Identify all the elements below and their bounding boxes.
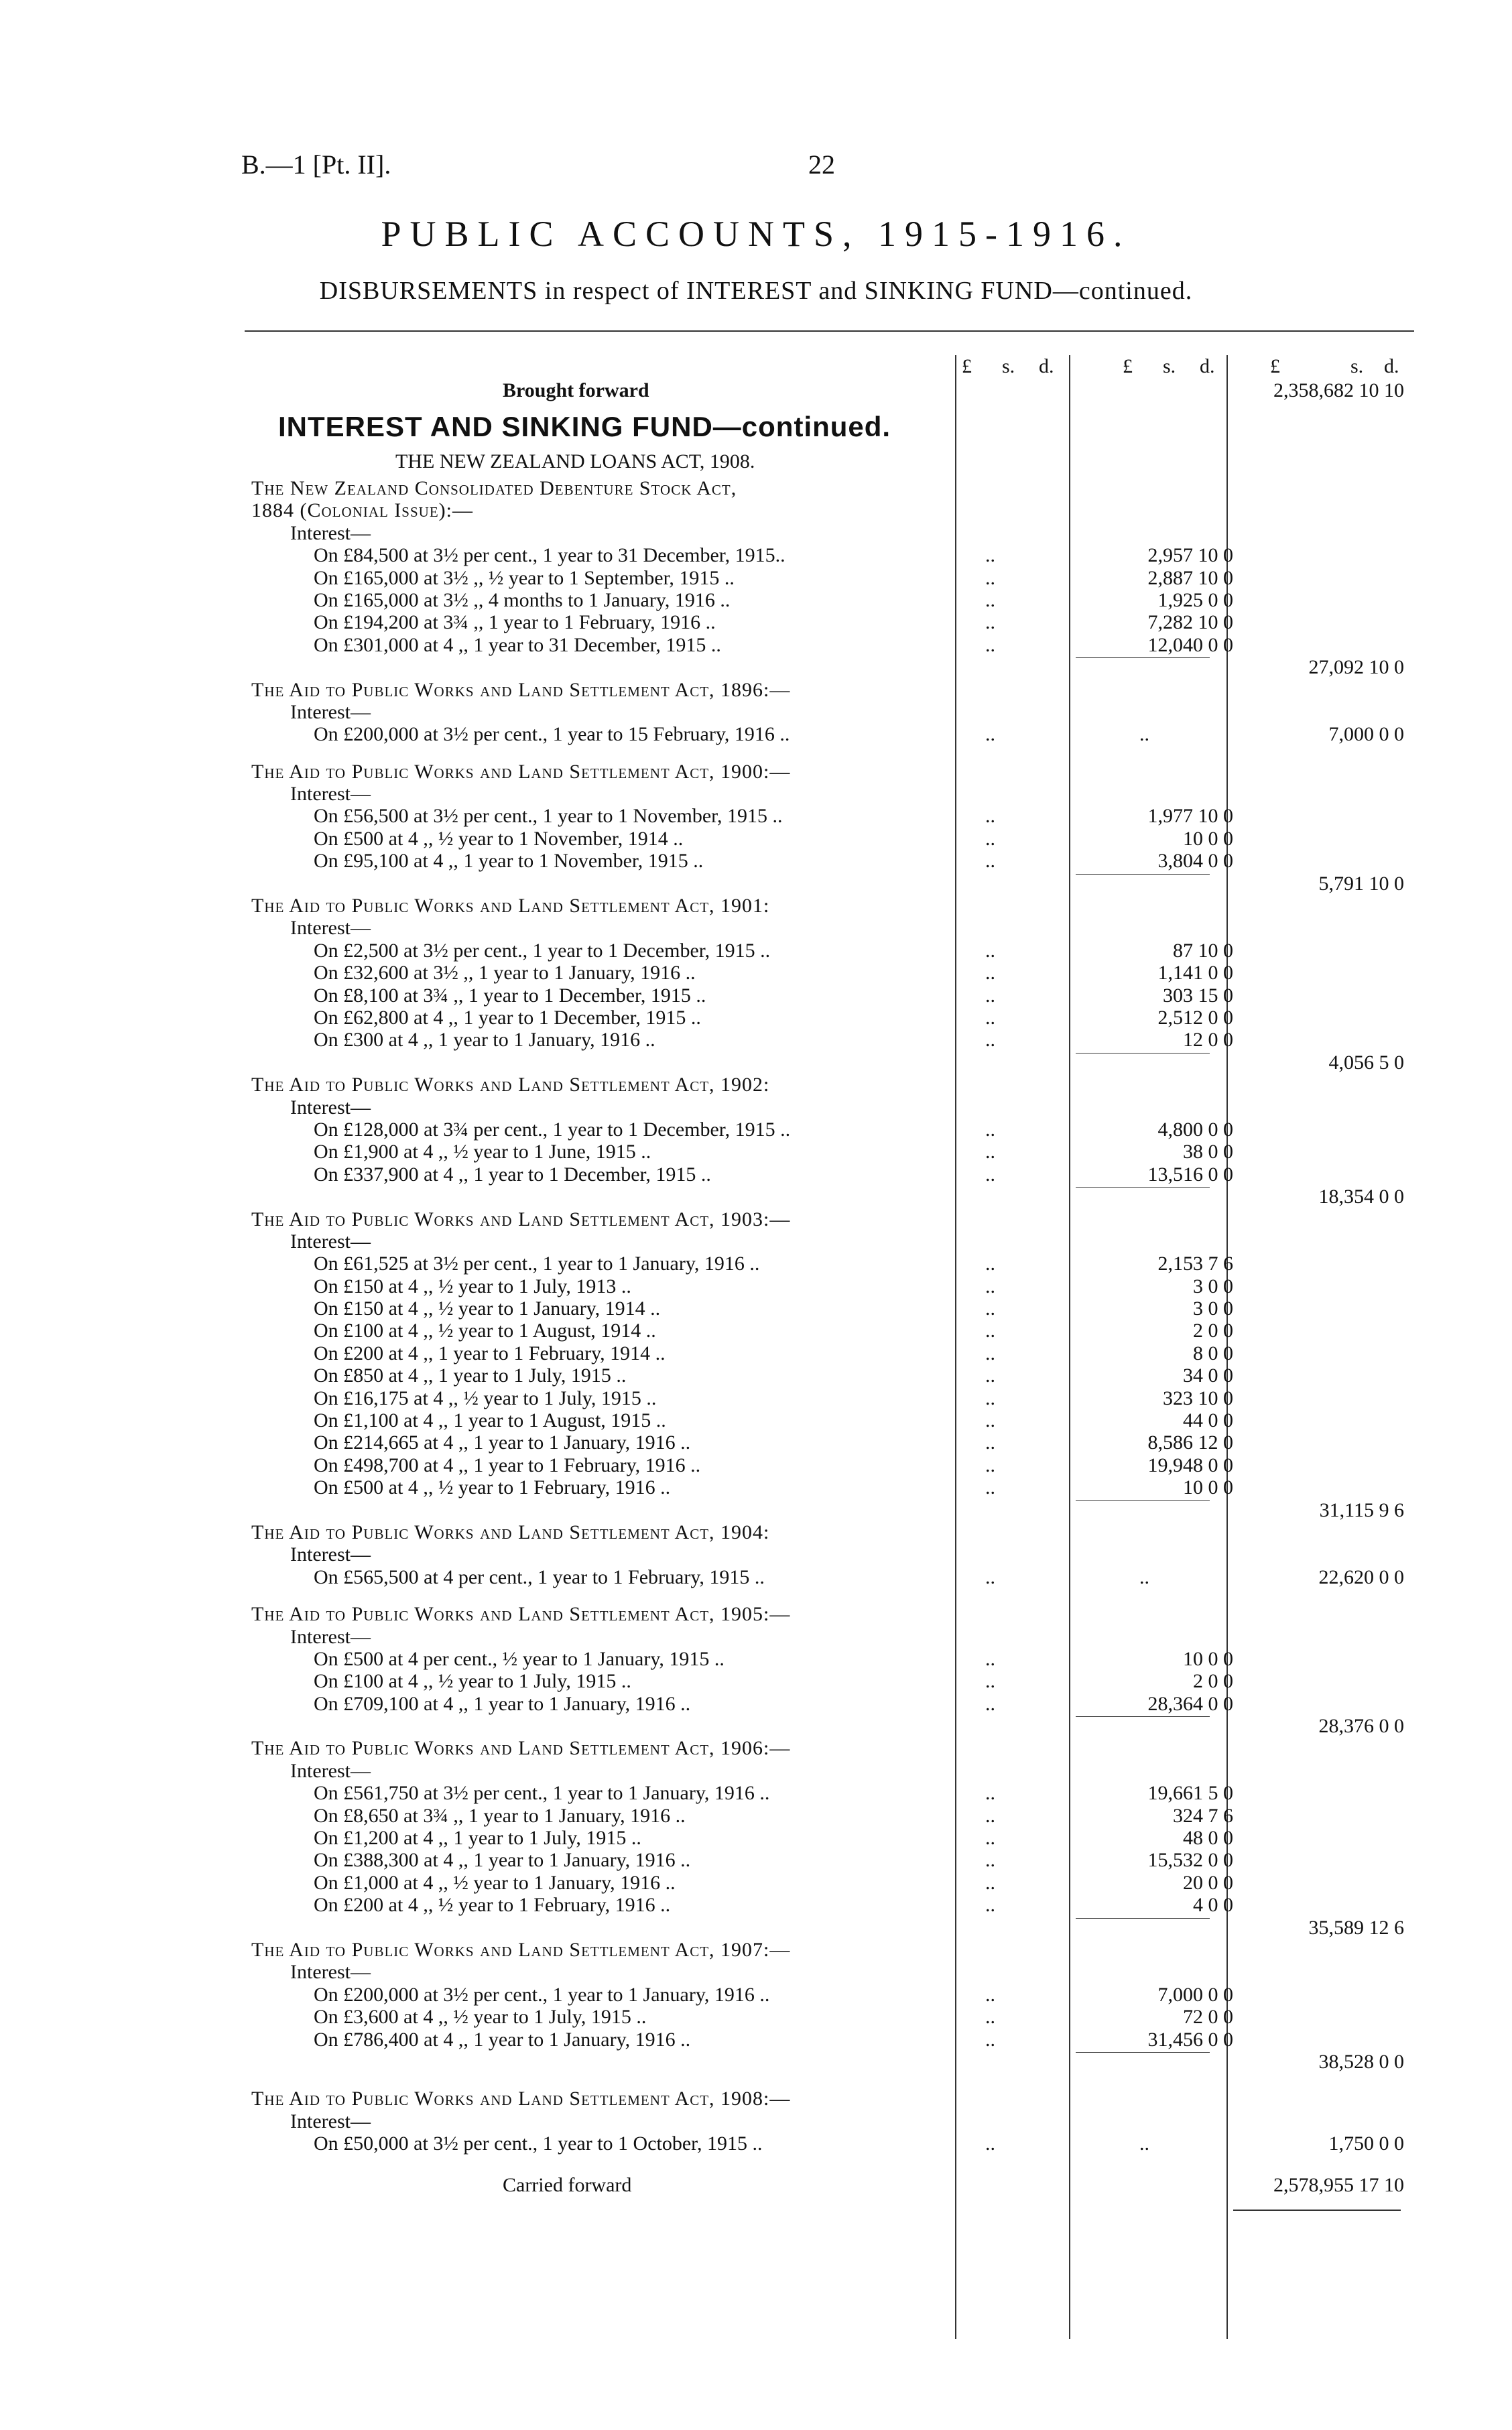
leader-dots: .. — [985, 1364, 995, 1387]
ledger-row — [245, 1409, 1411, 1431]
amount-cell: 2 0 0 — [1193, 1320, 1233, 1342]
ledger-row — [245, 1387, 1411, 1409]
ledger-row — [245, 1543, 1411, 1565]
subtotal-rule — [1076, 1500, 1210, 1501]
line-item-description: On £500 at 4 ,, ½ year to 1 February, 1916 .. — [314, 1476, 671, 1499]
line-item-description: On £850 at 4 ,, 1 year to 1 July, 1915 .. — [314, 1364, 627, 1387]
act-heading-row — [245, 1737, 1411, 1759]
leader-dots: .. — [985, 2132, 995, 2155]
ledger-row — [245, 1342, 1411, 1364]
interest-label: Interest— — [290, 1961, 371, 1984]
act-heading-row — [245, 1208, 1411, 1230]
amount-cell: 10 0 0 — [1183, 1647, 1233, 1670]
subtotal-row — [245, 1499, 1411, 1521]
amount-cell: 1,141 0 0 — [1157, 962, 1233, 984]
ledger-row — [245, 1805, 1411, 1827]
ledger-row — [245, 917, 1411, 939]
c1-pounds-header: £ — [962, 355, 972, 377]
leader-dots: .. — [985, 1163, 995, 1186]
leader-dots: .. — [985, 1871, 995, 1894]
subtotal-row — [245, 1186, 1411, 1208]
leader-dots: .. — [985, 1409, 995, 1432]
subtotal-rule — [1076, 1918, 1210, 1919]
subtotal-row — [245, 2051, 1411, 2073]
ledger-row — [245, 1648, 1411, 1670]
amount-cell: 3,804 0 0 — [1157, 850, 1233, 873]
amount-cell: 10 0 0 — [1183, 1476, 1233, 1499]
ledger-row — [245, 701, 1411, 723]
ledger-row — [245, 1760, 1411, 1782]
act-heading-row — [245, 761, 1411, 783]
ledger-row — [245, 805, 1411, 827]
ledger-row — [245, 723, 1411, 745]
interest-label: Interest— — [290, 1625, 371, 1648]
subtotal-amount: 27,092 10 0 — [1308, 656, 1404, 679]
leader-dots: .. — [985, 850, 995, 873]
amount-cell: 1,925 0 0 — [1157, 588, 1233, 611]
subtotal-row — [245, 1917, 1411, 1939]
interest-label: Interest— — [290, 1759, 371, 1782]
amount-cell: 48 0 0 — [1183, 1827, 1233, 1850]
brought-forward-row — [245, 379, 1411, 410]
act-heading-row — [245, 2088, 1411, 2110]
interest-label: Interest— — [290, 2110, 371, 2132]
leader-dots: .. — [985, 1476, 995, 1499]
amount-cell: 1,750 0 0 — [1328, 2132, 1404, 2155]
line-item-description: On £150 at 4 ,, ½ year to 1 July, 1913 .. — [314, 1275, 631, 1297]
line-item-description: On £1,000 at 4 ,, ½ year to 1 January, 1916 .. — [314, 1871, 676, 1894]
line-item-description: On £200,000 at 3½ per cent., 1 year to 1 January, 1916 .. — [314, 1983, 770, 2006]
line-item-description: On £8,100 at 3¾ ,, 1 year to 1 December, 1915 .. — [314, 984, 706, 1007]
amount-cell: 20 0 0 — [1183, 1871, 1233, 1894]
leader-dots: .. — [985, 566, 995, 589]
leader-dots: .. — [985, 1253, 995, 1275]
c2-pence-header: d. — [1200, 355, 1215, 377]
line-item-description: On £200,000 at 3½ per cent., 1 year to 15 February, 1916 .. — [314, 723, 790, 746]
ledger-row — [245, 1566, 1411, 1588]
line-item-description: On £100 at 4 ,, ½ year to 1 August, 1914 .. — [314, 1320, 656, 1342]
act-heading-row — [245, 679, 1411, 701]
line-item-description: On £16,175 at 4 ,, ½ year to 1 July, 1915 .. — [314, 1387, 657, 1409]
top-rule — [245, 330, 1414, 332]
leader-dots: .. — [985, 1275, 995, 1297]
line-item-description: On £84,500 at 3½ per cent., 1 year to 31 December, 1915.. — [314, 544, 785, 567]
line-item-description: On £500 at 4 per cent., ½ year to 1 January, 1915 .. — [314, 1647, 724, 1670]
line-item-description: On £56,500 at 3½ per cent., 1 year to 1 November, 1915 .. — [314, 805, 783, 828]
act-title: The Aid to Public Works and Land Settlement Act, 1902: — [251, 1074, 770, 1096]
line-item-description: On £95,100 at 4 ,, 1 year to 1 November, 1915 .. — [314, 850, 704, 873]
interest-label: Interest— — [290, 783, 371, 806]
amount-cell: 2,153 7 6 — [1157, 1253, 1233, 1275]
ledger-row — [245, 634, 1411, 656]
c3-pence-header: d. — [1384, 355, 1399, 377]
subtotal-row — [245, 873, 1411, 895]
leader-dots: .. — [985, 1983, 995, 2006]
leader-dots: .. — [985, 1894, 995, 1917]
amount-cell: 2 0 0 — [1193, 1670, 1233, 1693]
ledger — [245, 355, 1411, 2205]
leader-dots: .. — [985, 723, 995, 746]
act-heading-row — [245, 1074, 1411, 1096]
subtotal-amount: 28,376 0 0 — [1318, 1715, 1404, 1738]
act-title: The New Zealand Consolidated Debenture Stock Act, — [251, 477, 737, 499]
line-item-description: On £214,665 at 4 ,, 1 year to 1 January, 1916 .. — [314, 1431, 691, 1454]
line-item-description: On £32,600 at 3½ ,, 1 year to 1 January, 1916 .. — [314, 962, 696, 984]
leader-dots: .. — [1139, 723, 1149, 746]
c2-shillings-header: s. — [1163, 355, 1176, 377]
line-item-description: On £2,500 at 3½ per cent., 1 year to 1 December, 1915 .. — [314, 939, 771, 962]
ledger-row — [245, 1849, 1411, 1871]
ledger-row — [245, 2029, 1411, 2051]
interest-label: Interest— — [290, 917, 371, 940]
line-item-description: On £709,100 at 4 ,, 1 year to 1 January, 1916 .. — [314, 1692, 691, 1715]
carried-forward-total: 2,578,955 17 10 — [1273, 2173, 1404, 2196]
leader-dots: .. — [985, 588, 995, 611]
ledger-row — [245, 962, 1411, 984]
amount-cell: 8 0 0 — [1193, 1342, 1233, 1364]
interest-label: Interest— — [290, 1096, 371, 1118]
ledger-row — [245, 589, 1411, 611]
ledger-row — [245, 1476, 1411, 1498]
interest-label: Interest— — [290, 521, 371, 544]
ledger-row — [245, 828, 1411, 850]
ledger-rows — [245, 477, 1411, 2170]
amount-cell: 28,364 0 0 — [1147, 1692, 1233, 1715]
leader-dots: .. — [985, 1387, 995, 1409]
leader-dots: .. — [985, 1118, 995, 1141]
amount-cell: 7,000 0 0 — [1157, 1983, 1233, 2006]
ledger-row — [245, 2006, 1411, 2028]
interest-label: Interest— — [290, 1543, 371, 1566]
line-item-description: On £61,525 at 3½ per cent., 1 year to 1 January, 1916 .. — [314, 1253, 760, 1275]
act-title: The Aid to Public Works and Land Settlement Act, 1904: — [251, 1521, 770, 1543]
amount-cell: 323 10 0 — [1163, 1387, 1233, 1409]
amount-cell: 38 0 0 — [1183, 1141, 1233, 1163]
line-item-description: On £337,900 at 4 ,, 1 year to 1 December, 1915 .. — [314, 1163, 711, 1186]
line-item-description: On £100 at 4 ,, ½ year to 1 July, 1915 .. — [314, 1670, 631, 1693]
leader-dots: .. — [985, 1565, 995, 1588]
amount-cell: 8,586 12 0 — [1147, 1431, 1233, 1454]
interest-label: Interest— — [290, 700, 371, 723]
act-heading-row — [245, 1603, 1411, 1625]
act-title: The Aid to Public Works and Land Settlement Act, 1901: — [251, 895, 770, 917]
line-item-description: On £128,000 at 3¾ per cent., 1 year to 1 December, 1915 .. — [314, 1118, 791, 1141]
act-title: The Aid to Public Works and Land Settlement Act, 1908:— — [251, 2088, 791, 2110]
page-number: 22 — [808, 149, 835, 180]
amount-cell: 303 15 0 — [1163, 984, 1233, 1007]
ledger-row — [245, 1275, 1411, 1297]
subtotal-rule — [1076, 657, 1210, 658]
amount-cell: 3 0 0 — [1193, 1297, 1233, 1320]
subtotal-amount: 4,056 5 0 — [1328, 1051, 1404, 1074]
ledger-row — [245, 1364, 1411, 1387]
ledger-row — [245, 567, 1411, 589]
leader-dots: .. — [985, 1029, 995, 1051]
line-item-description: On £8,650 at 3¾ ,, 1 year to 1 January, 1916 .. — [314, 1804, 686, 1827]
ledger-row — [245, 1141, 1411, 1163]
leader-dots: .. — [985, 1342, 995, 1364]
ledger-row — [245, 1670, 1411, 1692]
carried-forward-label: Carried forward — [503, 2173, 632, 2196]
c2-pounds-header: £ — [1123, 355, 1133, 377]
line-item-description: On £165,000 at 3½ ,, ½ year to 1 September, 1915 .. — [314, 566, 735, 589]
leader-dots: .. — [985, 805, 995, 828]
act-title: The Aid to Public Works and Land Settlement Act, 1896:— — [251, 678, 791, 701]
amount-cell: 1,977 10 0 — [1147, 805, 1233, 828]
leader-dots: .. — [985, 939, 995, 962]
ledger-row — [245, 1827, 1411, 1849]
amount-cell: 19,948 0 0 — [1147, 1454, 1233, 1476]
ledger-row — [245, 1961, 1411, 1983]
amount-cell: 12 0 0 — [1183, 1029, 1233, 1051]
c3-shillings-header: s. — [1350, 355, 1364, 377]
page-title: PUBLIC ACCOUNTS, 1915-1916. — [381, 214, 1131, 254]
amount-cell: 7,000 0 0 — [1328, 723, 1404, 746]
ledger-row — [245, 1163, 1411, 1186]
ledger-row — [245, 1454, 1411, 1476]
act-heading-row — [245, 477, 1411, 499]
leader-dots: .. — [985, 1647, 995, 1670]
leader-dots: .. — [985, 1670, 995, 1693]
line-item-description: On £200 at 4 ,, ½ year to 1 February, 1916 .. — [314, 1894, 671, 1917]
ledger-row — [245, 522, 1411, 544]
subtotal-amount: 18,354 0 0 — [1318, 1186, 1404, 1208]
ledger-row — [245, 1253, 1411, 1275]
leader-dots: .. — [985, 1804, 995, 1827]
loans-act-heading: THE NEW ZEALAND LOANS ACT, 1908. — [395, 450, 755, 472]
ledger-row — [245, 850, 1411, 872]
loans-act-heading-row — [245, 450, 1411, 477]
amount-cell: 34 0 0 — [1183, 1364, 1233, 1387]
leader-dots: .. — [985, 962, 995, 984]
amount-cell: 2,512 0 0 — [1157, 1006, 1233, 1029]
leader-dots: .. — [985, 1782, 995, 1805]
leader-dots: .. — [985, 984, 995, 1007]
ledger-row — [245, 1007, 1411, 1029]
act-title: The Aid to Public Works and Land Settlement Act, 1906:— — [251, 1737, 791, 1760]
brought-forward-total: 2,358,682 10 10 — [1273, 379, 1404, 401]
line-item-description: On £150 at 4 ,, ½ year to 1 January, 1914 .. — [314, 1297, 661, 1320]
subtotal-amount: 31,115 9 6 — [1319, 1498, 1404, 1521]
spacer-row — [245, 2073, 1411, 2088]
document-reference: B.—1 [Pt. II]. — [241, 149, 391, 180]
amount-cell: 72 0 0 — [1183, 2006, 1233, 2029]
act-heading-row — [245, 895, 1411, 917]
amount-cell: 19,661 5 0 — [1147, 1782, 1233, 1805]
c3-pounds-header: £ — [1270, 355, 1280, 377]
line-item-description: On £561,750 at 3½ per cent., 1 year to 1 January, 1916 .. — [314, 1782, 770, 1805]
ledger-row — [245, 2132, 1411, 2155]
line-item-description: On £1,200 at 4 ,, 1 year to 1 July, 1915 .. — [314, 1827, 641, 1850]
leader-dots: .. — [985, 1431, 995, 1454]
line-item-description: On £3,600 at 4 ,, ½ year to 1 July, 1915 .. — [314, 2006, 647, 2029]
amount-cell: 15,532 0 0 — [1147, 1849, 1233, 1872]
line-item-description: On £301,000 at 4 ,, 1 year to 31 December, 1915 .. — [314, 633, 721, 656]
line-item-description: On £500 at 4 ,, ½ year to 1 November, 1914 .. — [314, 827, 684, 850]
ledger-row — [245, 1431, 1411, 1454]
leader-dots: .. — [985, 611, 995, 634]
amount-cell: 22,620 0 0 — [1318, 1565, 1404, 1588]
ledger-row — [245, 1320, 1411, 1342]
leader-dots: .. — [985, 1006, 995, 1029]
amount-cell: 7,282 10 0 — [1147, 611, 1233, 634]
line-item-description: On £62,800 at 4 ,, 1 year to 1 December, 1915 .. — [314, 1006, 701, 1029]
amount-cell: 87 10 0 — [1173, 939, 1233, 962]
spacer-row — [245, 746, 1411, 761]
ledger-row — [245, 984, 1411, 1007]
act-title: The Aid to Public Works and Land Settlement Act, 1900:— — [251, 760, 791, 783]
act-title: The Aid to Public Works and Land Settlement Act, 1907:— — [251, 1939, 791, 1961]
ledger-row — [245, 1096, 1411, 1118]
line-item-description: On £565,500 at 4 per cent., 1 year to 1 February, 1915 .. — [314, 1565, 765, 1588]
page-subtitle: DISBURSEMENTS in respect of INTEREST and SINKING FUND—continued. — [319, 277, 1193, 305]
ledger-row — [245, 1872, 1411, 1894]
subtotal-rule — [1076, 2052, 1210, 2053]
leader-dots: .. — [985, 1692, 995, 1715]
amount-cell: 13,516 0 0 — [1147, 1163, 1233, 1186]
act-heading-row — [245, 1521, 1411, 1543]
column-headers — [245, 355, 1411, 379]
ledger-row — [245, 1693, 1411, 1715]
subtotal-rule — [1076, 874, 1210, 875]
line-item-description: On £388,300 at 4 ,, 1 year to 1 January, 1916 .. — [314, 1849, 691, 1872]
line-item-description: On £50,000 at 3½ per cent., 1 year to 1 October, 1915 .. — [314, 2132, 763, 2155]
ledger-row — [245, 1782, 1411, 1804]
act-title: 1884 (Colonial Issue):— — [251, 499, 473, 522]
line-item-description: On £1,100 at 4 ,, 1 year to 1 August, 1915 .. — [314, 1409, 666, 1432]
ledger-row — [245, 1297, 1411, 1320]
leader-dots: .. — [1139, 1565, 1149, 1588]
line-item-description: On £1,900 at 4 ,, ½ year to 1 June, 1915 .. — [314, 1141, 651, 1163]
ledger-row — [245, 544, 1411, 566]
ledger-row — [245, 783, 1411, 805]
leader-dots: .. — [985, 2006, 995, 2029]
c1-pence-header: d. — [1039, 355, 1054, 377]
ledger-row — [245, 1984, 1411, 2006]
ledger-row — [245, 1118, 1411, 1141]
amount-cell: 10 0 0 — [1183, 827, 1233, 850]
line-item-description: On £300 at 4 ,, 1 year to 1 January, 1916 .. — [314, 1029, 655, 1051]
subtotal-row — [245, 656, 1411, 678]
carried-forward-row — [245, 2174, 1411, 2205]
ledger-row — [245, 2110, 1411, 2132]
c1-shillings-header: s. — [1002, 355, 1015, 377]
section-heading: INTEREST AND SINKING FUND—continued. — [278, 411, 891, 442]
amount-cell: 324 7 6 — [1173, 1804, 1233, 1827]
act-title: The Aid to Public Works and Land Settlement Act, 1905:— — [251, 1603, 791, 1626]
line-item-description: On £165,000 at 3½ ,, 4 months to 1 January, 1916 .. — [314, 588, 731, 611]
leader-dots: .. — [985, 2028, 995, 2051]
ledger-row — [245, 1626, 1411, 1648]
amount-cell: 44 0 0 — [1183, 1409, 1233, 1432]
amount-cell: 31,456 0 0 — [1147, 2028, 1233, 2051]
section-heading-row — [245, 410, 1411, 450]
line-item-description: On £200 at 4 ,, 1 year to 1 February, 1914 .. — [314, 1342, 666, 1364]
leader-dots: .. — [985, 1320, 995, 1342]
brought-forward-label: Brought forward — [503, 379, 649, 401]
subtotal-amount: 38,528 0 0 — [1318, 2050, 1404, 2073]
ledger-row — [245, 1230, 1411, 1253]
subtotal-rule — [1076, 1716, 1210, 1717]
amount-cell: 2,957 10 0 — [1147, 544, 1233, 567]
act-title: The Aid to Public Works and Land Settlement Act, 1903:— — [251, 1208, 791, 1230]
ledger-row — [245, 611, 1411, 633]
leader-dots: .. — [985, 1454, 995, 1476]
line-item-description: On £786,400 at 4 ,, 1 year to 1 January, 1916 .. — [314, 2028, 691, 2051]
subtotal-amount: 5,791 10 0 — [1318, 872, 1404, 895]
amount-cell: 4,800 0 0 — [1157, 1118, 1233, 1141]
leader-dots: .. — [1139, 2132, 1149, 2155]
leader-dots: .. — [985, 633, 995, 656]
amount-cell: 3 0 0 — [1193, 1275, 1233, 1297]
spacer-row — [245, 2155, 1411, 2170]
line-item-description: On £194,200 at 3¾ ,, 1 year to 1 February, 1916 .. — [314, 611, 716, 634]
act-heading-row — [245, 499, 1411, 521]
subtotal-rule — [1076, 1187, 1210, 1188]
ledger-row — [245, 1029, 1411, 1051]
amount-cell: 4 0 0 — [1193, 1894, 1233, 1917]
leader-dots: .. — [985, 1849, 995, 1872]
amount-cell: 2,887 10 0 — [1147, 566, 1233, 589]
ledger-row — [245, 1894, 1411, 1916]
line-item-description: On £498,700 at 4 ,, 1 year to 1 February, 1916 .. — [314, 1454, 701, 1476]
leader-dots: .. — [985, 1297, 995, 1320]
act-heading-row — [245, 1939, 1411, 1961]
leader-dots: .. — [985, 1141, 995, 1163]
ledger-row — [245, 940, 1411, 962]
leader-dots: .. — [985, 827, 995, 850]
subtotal-amount: 35,589 12 6 — [1308, 1916, 1404, 1939]
amount-cell: 12,040 0 0 — [1147, 633, 1233, 656]
subtotal-row — [245, 1051, 1411, 1074]
bottom-rule — [1233, 2210, 1401, 2211]
subtotal-row — [245, 1715, 1411, 1737]
spacer-row — [245, 1588, 1411, 1603]
leader-dots: .. — [985, 544, 995, 567]
leader-dots: .. — [985, 1827, 995, 1850]
interest-label: Interest— — [290, 1230, 371, 1253]
